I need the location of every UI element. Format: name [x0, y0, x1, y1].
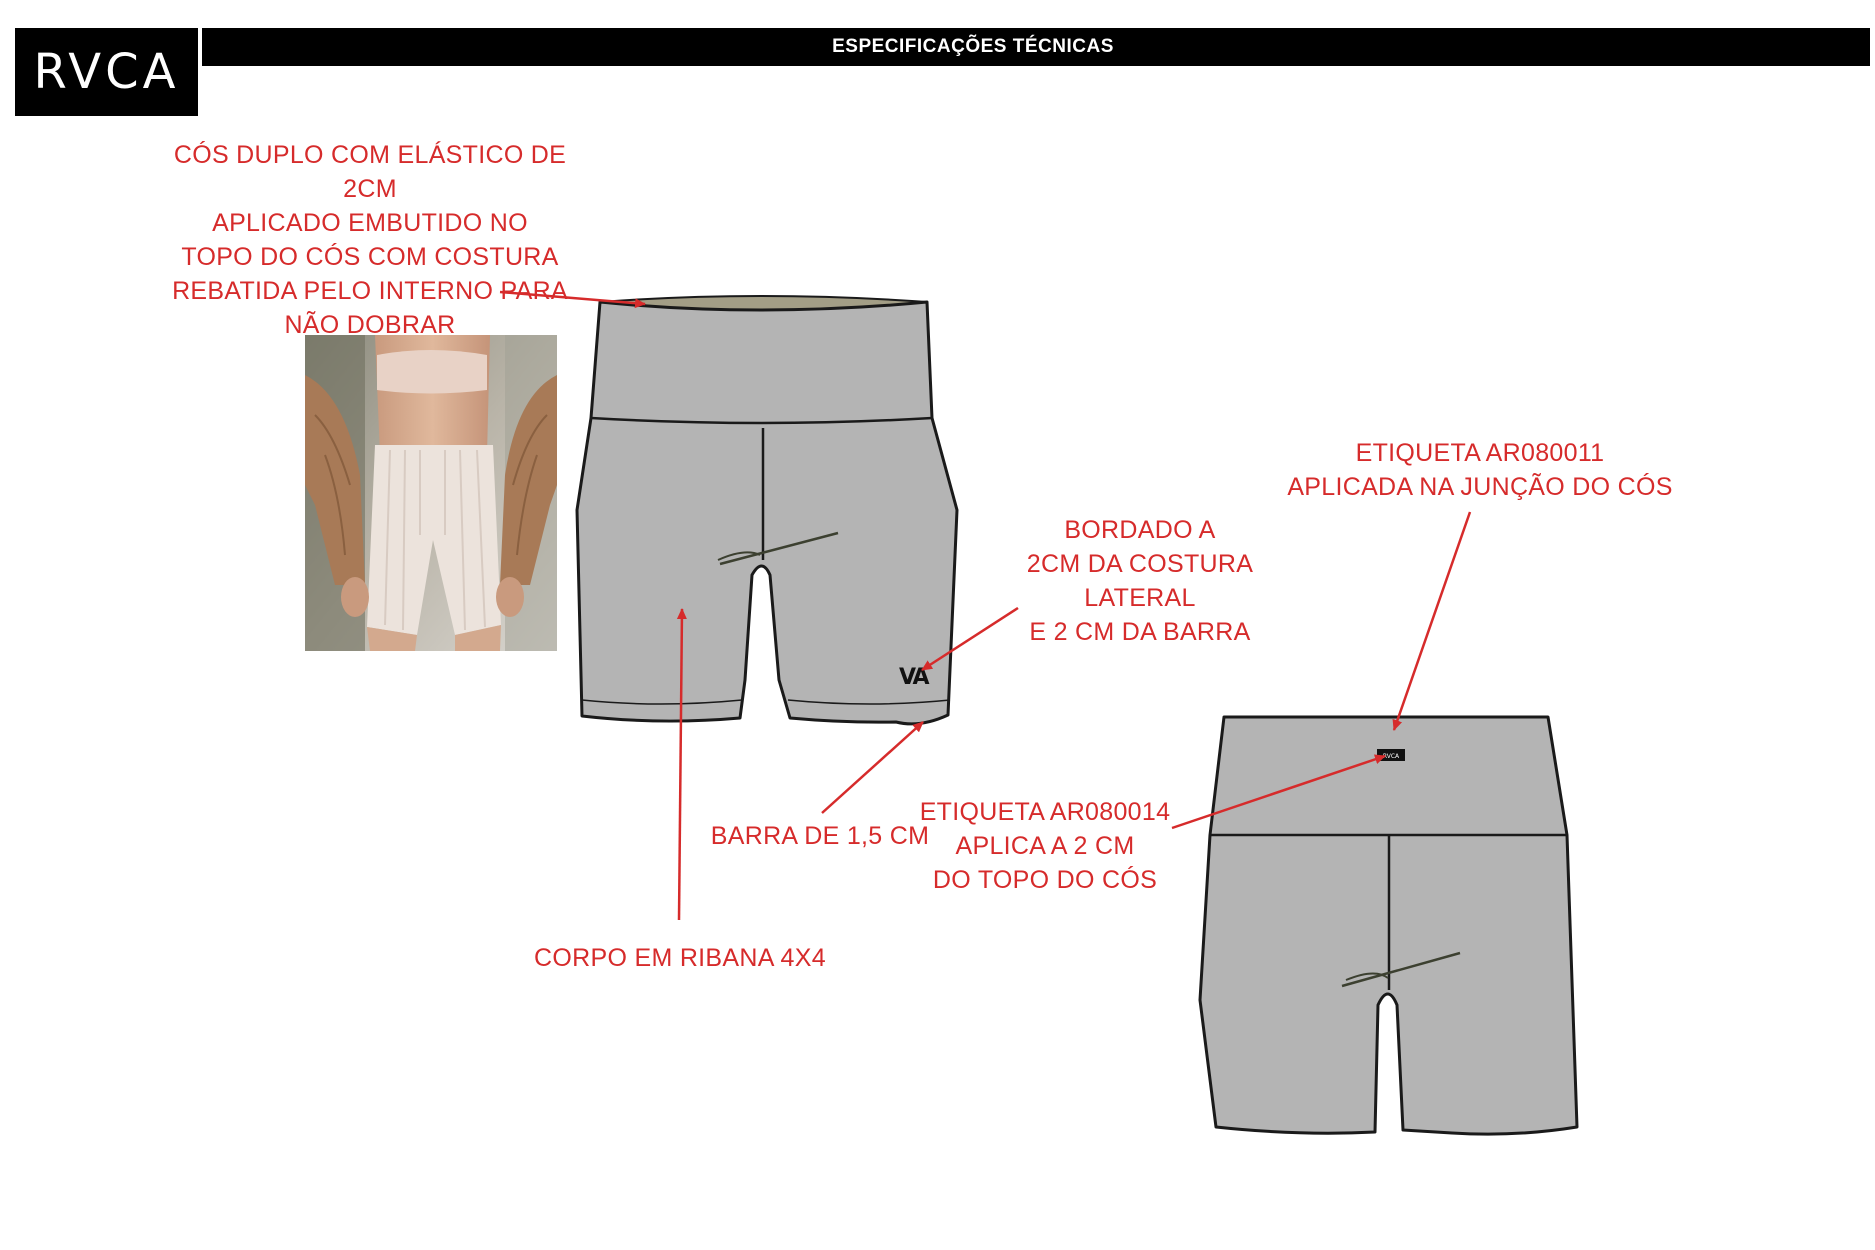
note-waistband: CÓS DUPLO COM ELÁSTICO DE 2CM APLICADO EMBUTIDO NO TOPO DO CÓS COM COSTURA REBATIDA PELO INTERNO PARA NÃO DOBRAR [172, 141, 568, 339]
embroidery-logo-icon: VA [899, 665, 928, 690]
note-embroidery: BORDADO A 2CM DA COSTURA LATERAL E 2 CM DA BARRA [1026, 516, 1254, 646]
page-title: ESPECIFICAÇÕES TÉCNICAS [832, 36, 1114, 57]
arrow-hem [822, 722, 923, 813]
brand-logo-text: RVCA [33, 44, 180, 100]
note-label-back: ETIQUETA AR080014 APLICA A 2 CM DO TOPO DO CÓS [919, 798, 1171, 894]
back-shorts-drawing [1200, 717, 1577, 1134]
back-label-text: RVCA [1382, 753, 1400, 760]
front-shorts-drawing [577, 296, 957, 724]
note-hem: BARRA DE 1,5 CM [710, 822, 930, 850]
front-shorts-body [577, 302, 957, 724]
note-label-top: ETIQUETA AR080011 APLICADA NA JUNÇÃO DO CÓS [1287, 439, 1673, 501]
arrow-label-top [1394, 512, 1470, 730]
note-body: CORPO EM RIBANA 4X4 [534, 944, 826, 972]
